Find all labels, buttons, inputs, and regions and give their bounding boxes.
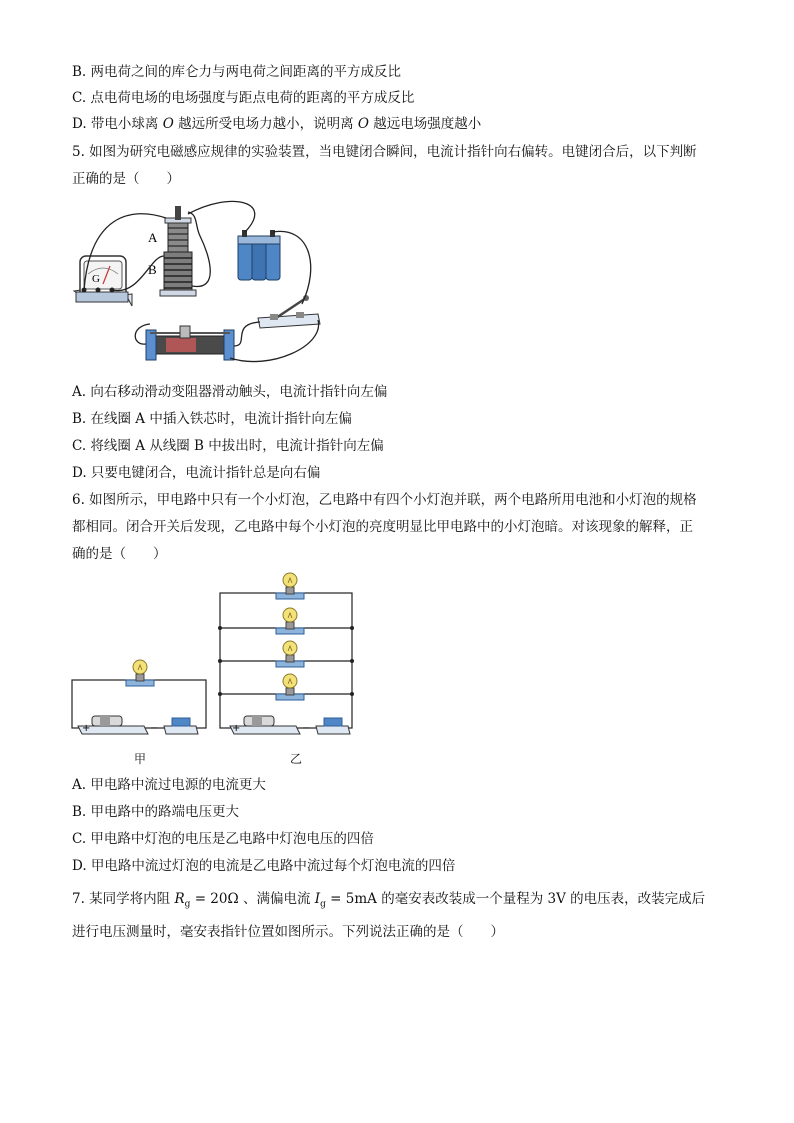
svg-text:−: − xyxy=(302,723,311,734)
q5-option-a: A. 向右移动滑动变阻器滑动触头，电流计指针向左偏 xyxy=(72,384,388,400)
q5-option-d: D. 只要电键闭合，电流计指针总是向右偏 xyxy=(72,465,321,481)
coil-assembly xyxy=(148,206,196,296)
q4-option-d: D. 带电小球离 O 越远所受电场力越小，说明离 O 越远电场强度越小 xyxy=(72,116,482,132)
battery-pack xyxy=(238,230,280,280)
svg-text:A: A xyxy=(148,230,158,245)
q5-stem-line2: 正确的是（ ） xyxy=(72,171,180,187)
q7-stem-line1: 7. 某同学将内阻 $R_g = 20\Omega$ 、满偏电流 $I_g = 5mA$ 的毫安表改装成一个量程为 3V 的电压表，改装完成后 xyxy=(72,891,706,910)
q5-option-b: B. 在线圈 A 中插入铁芯时，电流计指针向左偏 xyxy=(72,411,352,427)
q6-option-d: D. 甲电路中流过灯泡的电流是乙电路中流过每个灯泡电流的四倍 xyxy=(72,858,456,874)
q5-stem-line1: 5. 如图为研究电磁感应规律的实验装置，当电键闭合瞬间，电流计指针向右偏转。电键闭合后，以下判断 xyxy=(72,144,697,160)
rg-symbol: R xyxy=(174,891,185,907)
q6-option-b: B. 甲电路中的路端电压更大 xyxy=(72,804,240,820)
q6-circuits-figure xyxy=(70,568,360,768)
q6-option-a: A. 甲电路中流过电源的电流更大 xyxy=(72,777,266,793)
ig-symbol: I xyxy=(314,891,321,907)
q7-stem-line2: 进行电压测量时，毫安表指针位置如图所示。下列说法正确的是（ ） xyxy=(72,924,504,940)
svg-text:−: − xyxy=(150,723,159,734)
q4-option-b: B. 两电荷之间的库仑力与两电荷之间距离的平方成反比 xyxy=(72,64,402,80)
svg-text:B: B xyxy=(148,262,157,277)
svg-text:G: G xyxy=(92,273,100,285)
q4-option-c: C. 点电荷电场的电场强度与距点电荷的距离的平方成反比 xyxy=(72,90,415,106)
circuit-yi xyxy=(218,573,354,734)
q5-electromagnetic-figure xyxy=(70,196,330,376)
knife-switch xyxy=(258,295,320,328)
q6-option-c: C. 甲电路中灯泡的电压是乙电路中灯泡电压的四倍 xyxy=(72,831,374,847)
galvanometer xyxy=(74,256,132,306)
rheostat xyxy=(146,326,234,360)
q6-stem-line3: 确的是（ ） xyxy=(72,546,167,562)
caption-yi: 乙 xyxy=(290,752,303,766)
svg-text:+: + xyxy=(82,723,91,734)
q6-stem-line1: 6. 如图所示，甲电路中只有一个小灯泡，乙电路中有四个小灯泡并联，两个电路所用电池和小灯泡的规格 xyxy=(72,492,697,508)
svg-text:+: + xyxy=(232,723,241,734)
q6-stem-line2: 都相同。闭合开关后发现，乙电路中每个小灯泡的亮度明显比甲电路中的小灯泡暗。对该现象的解释，正 xyxy=(72,519,693,535)
q5-option-c: C. 将线圈 A 从线圈 B 中拔出时，电流计指针向左偏 xyxy=(72,438,384,454)
caption-jia: 甲 xyxy=(134,752,147,766)
circuit-jia xyxy=(72,660,206,734)
